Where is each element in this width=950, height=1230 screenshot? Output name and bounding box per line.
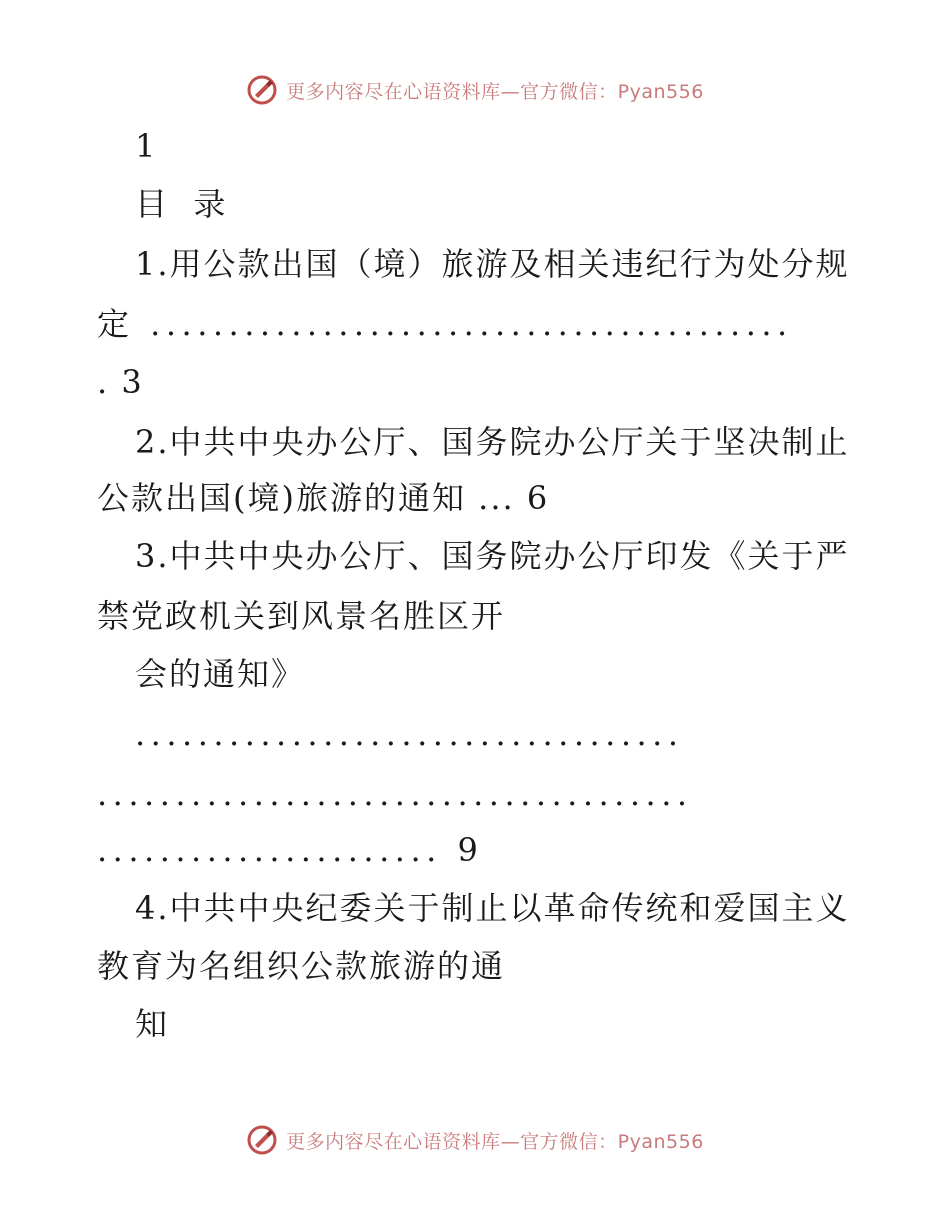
toc-entry-4-line-3: 知 bbox=[135, 1005, 170, 1043]
toc-entry-4-line-1: 4.中共中央纪委关于制止以革命传统和爱国主义 bbox=[135, 889, 850, 927]
footer-banner bbox=[0, 1120, 950, 1160]
toc-entry-3-line-2: 禁党政机关到风景名胜区开 bbox=[97, 597, 506, 635]
toc-entry-1-line-1: 1.用公款出国（境）旅游及相关违纪行为处分规 bbox=[135, 245, 850, 283]
header-banner-text: 更多内容尽在心语资料库—官方微信：Pyan556 bbox=[286, 80, 704, 103]
toc-entry-3-page: ...................... 9 bbox=[97, 831, 484, 869]
toc-title: 目 录 bbox=[135, 185, 228, 223]
toc-entry-3-line-3: 会的通知》 bbox=[135, 655, 306, 693]
footer-banner-text: 更多内容尽在心语资料库—官方微信：Pyan556 bbox=[286, 1130, 704, 1153]
toc-entry-3-leader-1: ................................... bbox=[135, 715, 684, 753]
logo-icon bbox=[246, 1124, 278, 1156]
toc-entry-3-line-1: 3.中共中央办公厅、国务院办公厅印发《关于严 bbox=[135, 537, 850, 575]
page-number: 1 bbox=[135, 127, 158, 165]
toc-entry-3-leader-2: ...................................... bbox=[97, 775, 693, 813]
toc-entry-1-page: . 3 bbox=[97, 363, 144, 401]
toc-entry-2-line-1: 2.中共中央办公厅、国务院办公厅关于坚决制止 bbox=[135, 423, 850, 461]
toc-entry-2-line-2: 公款出国(境)旅游的通知 ... 6 bbox=[97, 479, 550, 517]
toc-entry-1-line-2: 定 ......................................... bbox=[97, 305, 793, 343]
toc-entry-4-line-2: 教育为名组织公款旅游的通 bbox=[97, 947, 506, 985]
